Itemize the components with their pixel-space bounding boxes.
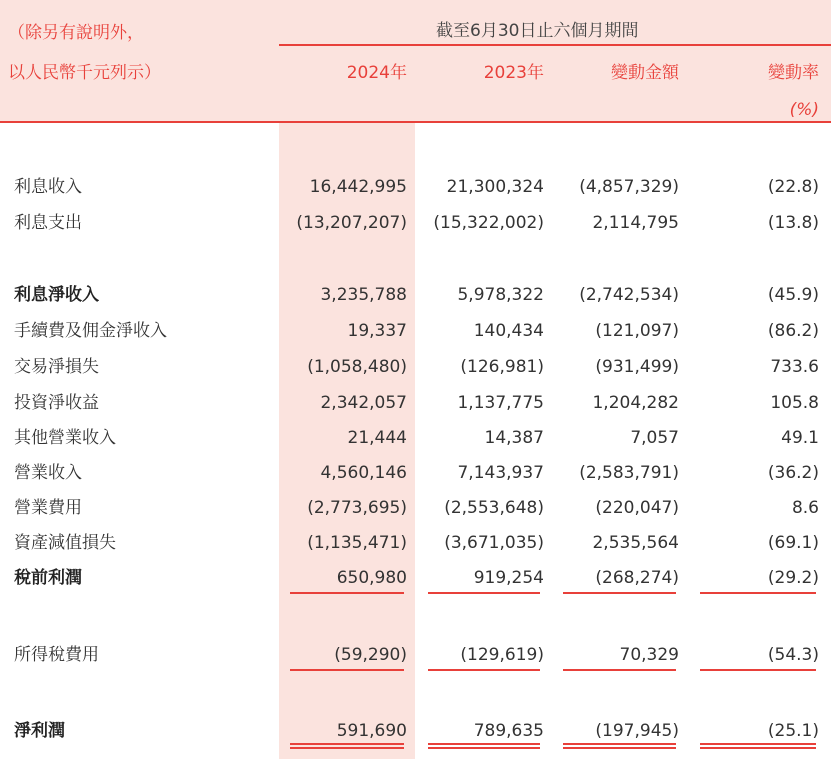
cell-2023: 919,254 [473, 568, 544, 588]
row-label-net-interest-income: 利息淨收入 [14, 285, 99, 305]
cell-rate: (69.1) [767, 533, 819, 553]
cell-2024: (2,773,695) [307, 498, 407, 518]
row-label-other-operating-income: 其他營業收入 [14, 428, 116, 448]
cell-2024: 650,980 [336, 568, 407, 588]
cell-rate: 49.1 [781, 428, 819, 448]
cell-rate: (45.9) [767, 285, 819, 305]
cell-change: 2,114,795 [592, 213, 679, 233]
unit-note-line1: （除另有說明外， [8, 23, 144, 43]
cell-2024: (13,207,207) [296, 213, 407, 233]
cell-2023: (129,619) [460, 645, 544, 665]
cell-rate: (36.2) [767, 463, 819, 483]
subtotal-rule [700, 669, 816, 671]
cell-change: (931,499) [595, 357, 679, 377]
row-label-net-trading-loss: 交易淨損失 [14, 357, 99, 377]
column-header-change: 變動金額 [611, 63, 679, 83]
subtotal-rule [428, 592, 540, 594]
subtotal-rule [563, 669, 676, 671]
cell-2023: (15,322,002) [433, 213, 544, 233]
cell-change: (220,047) [595, 498, 679, 518]
cell-2024: (1,058,480) [307, 357, 407, 377]
cell-2023: 140,434 [473, 321, 544, 341]
cell-rate: (54.3) [767, 645, 819, 665]
cell-2024: 19,337 [347, 321, 407, 341]
cell-change: (197,945) [595, 721, 679, 741]
column-header-2024: 2024年 [346, 63, 407, 83]
cell-rate: (29.2) [767, 568, 819, 588]
cell-2023: (126,981) [460, 357, 544, 377]
column-header-rate-unit: (%) [789, 100, 819, 120]
row-label-profit-before-tax: 稅前利潤 [14, 568, 82, 588]
cell-2023: (2,553,648) [444, 498, 544, 518]
column-header-rate: 變動率 [768, 63, 819, 83]
subtotal-rule [563, 592, 676, 594]
cell-change: (4,857,329) [579, 177, 679, 197]
cell-2024: 3,235,788 [320, 285, 407, 305]
cell-2024: 4,560,146 [320, 463, 407, 483]
subtotal-rule [700, 592, 816, 594]
cell-2024: 2,342,057 [320, 393, 407, 413]
row-label-interest-income: 利息收入 [14, 177, 82, 197]
row-label-interest-expense: 利息支出 [14, 213, 82, 233]
cell-change: 70,329 [619, 645, 679, 665]
cell-2024: 16,442,995 [309, 177, 407, 197]
subtotal-rule [290, 592, 404, 594]
cell-rate: (13.8) [767, 213, 819, 233]
header-bottom-rule [0, 121, 831, 123]
row-label-operating-income: 營業收入 [14, 463, 82, 483]
row-label-net-investment-gain: 投資淨收益 [14, 393, 99, 413]
total-double-rule [428, 743, 540, 749]
cell-change: 1,204,282 [592, 393, 679, 413]
cell-2023: 5,978,322 [457, 285, 544, 305]
unit-note-line2: 以人民幣千元列示） [8, 63, 161, 83]
cell-change: 7,057 [630, 428, 679, 448]
period-heading: 截至6月30日止六個月期間 [436, 21, 639, 41]
cell-2023: 21,300,324 [446, 177, 544, 197]
cell-2024: 21,444 [347, 428, 407, 448]
cell-rate: (86.2) [767, 321, 819, 341]
cell-2023: 789,635 [473, 721, 544, 741]
cell-change: (268,274) [595, 568, 679, 588]
cell-rate: 733.6 [770, 357, 819, 377]
period-underline [279, 44, 831, 46]
row-label-income-tax: 所得稅費用 [14, 645, 99, 665]
table-header-band [0, 0, 831, 122]
total-double-rule [700, 743, 816, 749]
cell-2023: 7,143,937 [457, 463, 544, 483]
total-double-rule [563, 743, 676, 749]
subtotal-rule [290, 669, 404, 671]
cell-rate: 8.6 [791, 498, 819, 518]
cell-change: (2,742,534) [579, 285, 679, 305]
cell-change: (121,097) [595, 321, 679, 341]
row-label-impairment-losses: 資產減值損失 [14, 533, 116, 553]
cell-2023: 1,137,775 [457, 393, 544, 413]
cell-change: 2,535,564 [592, 533, 679, 553]
cell-rate: 105.8 [770, 393, 819, 413]
cell-2023: (3,671,035) [444, 533, 544, 553]
row-label-net-profit: 淨利潤 [14, 721, 65, 741]
cell-rate: (25.1) [767, 721, 819, 741]
cell-change: (2,583,791) [579, 463, 679, 483]
cell-rate: (22.8) [767, 177, 819, 197]
cell-2024: (59,290) [334, 645, 407, 665]
cell-2024: 591,690 [336, 721, 407, 741]
cell-2023: 14,387 [484, 428, 544, 448]
total-double-rule [290, 743, 404, 749]
row-label-operating-expenses: 營業費用 [14, 498, 82, 518]
column-header-2023: 2023年 [483, 63, 544, 83]
cell-2024: (1,135,471) [307, 533, 407, 553]
row-label-net-fee-commission: 手續費及佣金淨收入 [14, 321, 167, 341]
subtotal-rule [428, 669, 540, 671]
